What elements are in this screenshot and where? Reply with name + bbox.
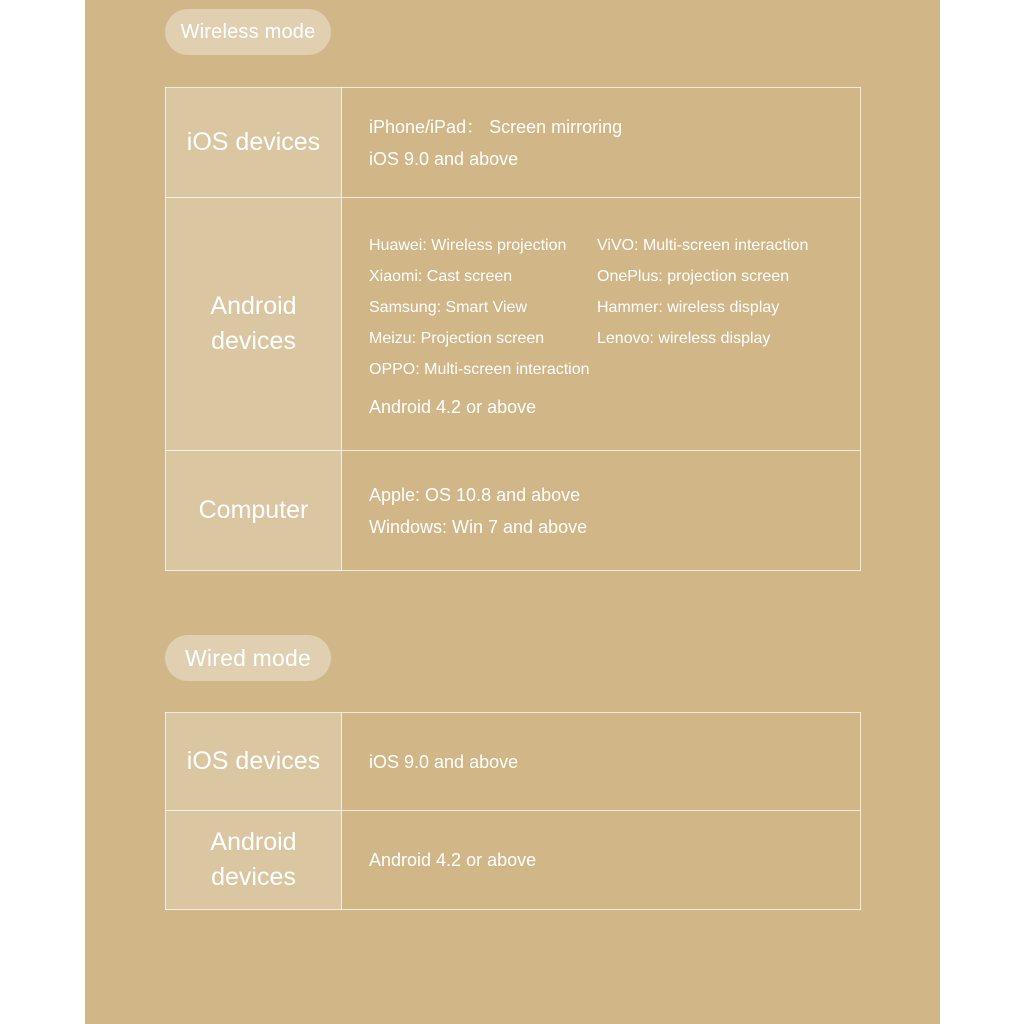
brand-samsung: Samsung: Smart View [369, 298, 527, 316]
table-row-android [166, 198, 861, 451]
wireless-mode-badge: Wireless mode [165, 9, 331, 55]
android-version-text: Android 4.2 or above [369, 396, 537, 417]
row-label-android [166, 198, 342, 451]
ios-mirroring-text: iPhone/iPad： Screen mirroring [369, 116, 623, 137]
table-row-wired-android [166, 811, 861, 910]
table-row-computer [166, 451, 861, 571]
row-label-computer: Computer [166, 451, 342, 571]
apple-os-text: Apple: OS 10.8 and above [369, 484, 581, 505]
brand-oneplus: OnePlus: projection screen [597, 267, 790, 285]
table-row-wired-ios [166, 713, 861, 811]
brand-meizu: Meizu: Projection screen [369, 329, 545, 347]
row-value-computer [342, 451, 861, 571]
wired-android-label-line2: devices [211, 863, 296, 891]
wired-ios-version-text: iOS 9.0 and above [369, 751, 519, 772]
row-label-wired-ios: iOS devices [166, 713, 342, 811]
brand-hammer: Hammer: wireless display [597, 298, 780, 316]
row-value-wired-android [342, 811, 861, 910]
row-label-ios: iOS devices [166, 88, 342, 198]
brand-lenovo: Lenovo: wireless display [597, 329, 771, 347]
wired-compatibility-table [165, 712, 861, 910]
row-label-wired-android [166, 811, 342, 910]
row-value-ios [342, 88, 861, 198]
wireless-compatibility-table [165, 87, 861, 571]
wired-mode-badge: Wired mode [165, 635, 331, 681]
wired-android-version-text: Android 4.2 or above [369, 850, 537, 870]
brand-oppo: OPPO: Multi-screen interaction [369, 360, 590, 378]
row-value-android [342, 198, 861, 451]
row-value-wired-ios [342, 713, 861, 811]
ios-version-text: iOS 9.0 and above [369, 148, 519, 169]
brand-huawei: Huawei: Wireless projection [369, 236, 567, 254]
android-label-line1: Android [210, 292, 297, 320]
table-row-ios [166, 88, 861, 198]
spec-panel [85, 0, 940, 1024]
wired-android-label-line1: Android [210, 828, 297, 856]
android-brand-list [369, 230, 860, 385]
android-label-line2: devices [211, 327, 296, 355]
brand-vivo: ViVO: Multi-screen interaction [597, 236, 809, 254]
brand-xiaomi: Xiaomi: Cast screen [369, 267, 513, 285]
windows-os-text: Windows: Win 7 and above [369, 516, 588, 537]
